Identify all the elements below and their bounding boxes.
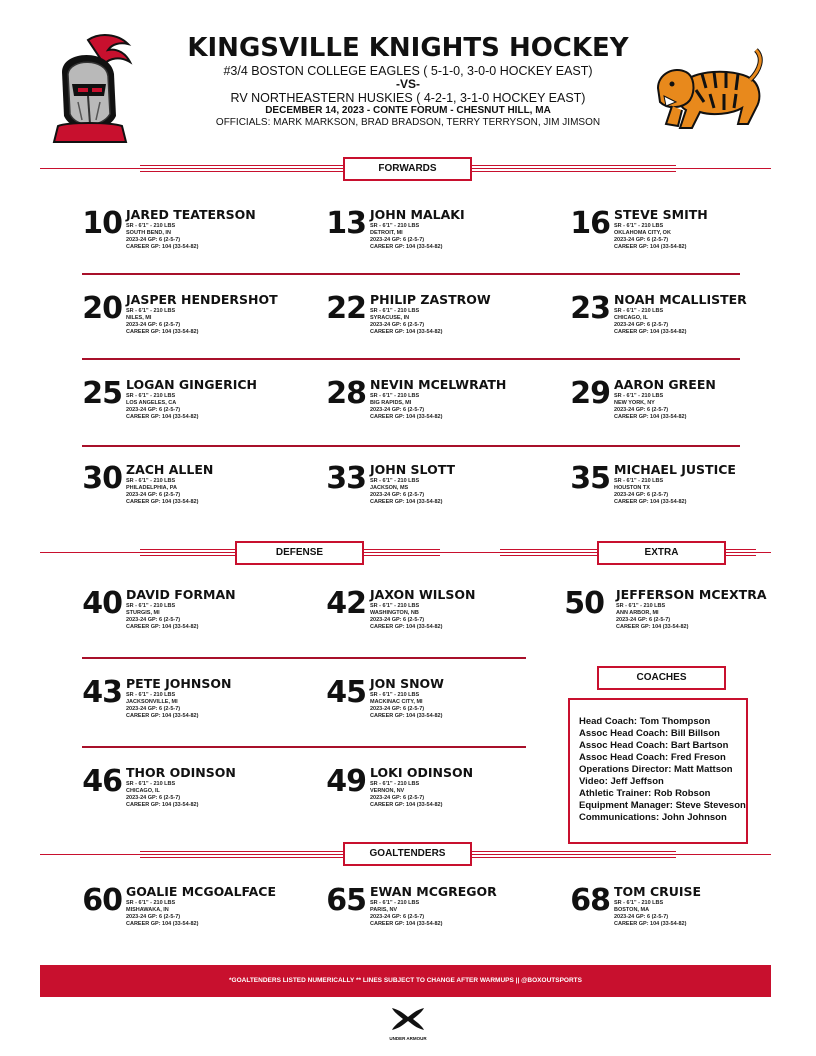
- player-name: GOALIE MCGOALFACE: [126, 884, 277, 899]
- player-info: [126, 900, 198, 928]
- player-info: [126, 781, 198, 809]
- player-hometown: NEW YORK, NY: [614, 400, 655, 406]
- player-name: PETE JOHNSON: [126, 676, 232, 691]
- player-season-stats: 2023-24 GP: 6 (2-5-7): [614, 492, 669, 498]
- footer-note: *GOALTENDERS LISTED NUMERICALLY ** LINES SUBJECT TO CHANGE AFTER WARMUPS || @BOXOUTSPORTS: [40, 965, 771, 997]
- player-number: 40: [82, 586, 122, 621]
- player-card: [78, 765, 278, 827]
- player-hometown: WASHINGTON, NB: [370, 610, 419, 616]
- player-career-stats: CAREER GP: 104 (33-54-82): [614, 414, 687, 420]
- player-size: SR - 6'1" - 210 LBS: [614, 223, 664, 229]
- player-name: JASPER HENDERSHOT: [126, 292, 278, 307]
- player-hometown: MACKINAC CITY, MI: [370, 699, 423, 705]
- player-hometown: LOS ANGELES, CA: [126, 400, 177, 406]
- player-info: [126, 308, 198, 336]
- player-career-stats: CAREER GP: 104 (33-54-82): [370, 244, 443, 250]
- player-size: SR - 6'1" - 210 LBS: [126, 781, 176, 787]
- player-info: [370, 900, 442, 928]
- player-hometown: BOSTON, MA: [614, 907, 650, 913]
- player-name: ZACH ALLEN: [126, 462, 214, 477]
- player-name: STEVE SMITH: [614, 207, 708, 222]
- divider-line: [456, 171, 676, 172]
- player-number: 30: [82, 461, 122, 496]
- player-career-stats: CAREER GP: 104 (33-54-82): [616, 624, 689, 630]
- divider-line: [726, 549, 756, 550]
- player-info: [614, 308, 686, 336]
- player-hometown: JACKSON, MS: [370, 485, 409, 491]
- player-card: [322, 587, 522, 649]
- player-season-stats: 2023-24 GP: 6 (2-5-7): [126, 237, 181, 243]
- date-venue: DECEMBER 14, 2023 - CONTE FORUM - CHESNUT HILL, MA: [265, 105, 551, 116]
- player-card: [322, 292, 522, 354]
- player-career-stats: CAREER GP: 104 (33-54-82): [370, 713, 443, 719]
- player-name: NEVIN MCELWRATH: [370, 377, 507, 392]
- player-info: [126, 478, 198, 506]
- player-name: JOHN SLOTT: [370, 462, 456, 477]
- player-hometown: PHILADELPHIA, PA: [126, 485, 177, 491]
- player-hometown: CHICAGO, IL: [614, 315, 648, 321]
- row-divider: [82, 358, 740, 360]
- player-name: LOGAN GINGERICH: [126, 377, 257, 392]
- player-hometown: VERNON, NV: [370, 788, 405, 794]
- player-size: SR - 6'1" - 210 LBS: [126, 603, 176, 609]
- coach-line: Communications: John Johnson: [579, 812, 727, 823]
- player-card: [566, 292, 766, 354]
- player-card: [566, 462, 766, 524]
- divider-line: [360, 555, 440, 556]
- player-number: 28: [326, 376, 366, 411]
- player-number: 25: [82, 376, 122, 411]
- player-number: 50: [564, 586, 604, 621]
- divider-line: [456, 165, 676, 166]
- officials: OFFICIALS: MARK MARKSON, BRAD BRADSON, TERRY TERRYSON, JIM JIMSON: [215, 117, 601, 128]
- player-hometown: NILES, MI: [126, 315, 152, 321]
- page-title: KINGSVILLE KNIGHTS HOCKEY: [187, 33, 629, 63]
- player-card: [322, 765, 522, 827]
- under-armour-text: UNDER ARMOUR: [389, 1036, 427, 1041]
- player-season-stats: 2023-24 GP: 6 (2-5-7): [126, 617, 181, 623]
- player-season-stats: 2023-24 GP: 6 (2-5-7): [370, 914, 425, 920]
- coach-line: Equipment Manager: Steve Steveson: [579, 800, 746, 811]
- player-info: [370, 781, 442, 809]
- row-divider: [82, 657, 526, 659]
- matchup-line-1: #3/4 BOSTON COLLEGE EAGLES ( 5-1-0, 3-0-0 HOCKEY EAST): [223, 64, 593, 78]
- player-season-stats: 2023-24 GP: 6 (2-5-7): [614, 322, 669, 328]
- player-career-stats: CAREER GP: 104 (33-54-82): [370, 921, 443, 927]
- player-season-stats: 2023-24 GP: 6 (2-5-7): [370, 237, 425, 243]
- player-season-stats: 2023-24 GP: 6 (2-5-7): [370, 795, 425, 801]
- player-season-stats: 2023-24 GP: 6 (2-5-7): [126, 322, 181, 328]
- player-season-stats: 2023-24 GP: 6 (2-5-7): [370, 407, 425, 413]
- player-card: [78, 884, 278, 946]
- player-season-stats: 2023-24 GP: 6 (2-5-7): [370, 322, 425, 328]
- player-size: SR - 6'1" - 210 LBS: [370, 781, 420, 787]
- coach-line: Athletic Trainer: Rob Robson: [579, 788, 711, 799]
- player-size: SR - 6'1" - 210 LBS: [370, 478, 420, 484]
- player-size: SR - 6'1" - 210 LBS: [614, 308, 664, 314]
- player-size: SR - 6'1" - 210 LBS: [370, 223, 420, 229]
- player-name: THOR ODINSON: [126, 765, 236, 780]
- player-number: 16: [570, 206, 610, 241]
- divider-line: [140, 555, 240, 556]
- player-size: SR - 6'1" - 210 LBS: [126, 478, 176, 484]
- player-card: [322, 676, 522, 738]
- player-career-stats: CAREER GP: 104 (33-54-82): [126, 802, 199, 808]
- player-card: [78, 462, 278, 524]
- divider-line: [500, 549, 600, 550]
- player-card: [566, 377, 766, 439]
- player-career-stats: CAREER GP: 104 (33-54-82): [126, 713, 199, 719]
- player-name: AARON GREEN: [614, 377, 716, 392]
- player-season-stats: 2023-24 GP: 6 (2-5-7): [616, 617, 671, 623]
- divider-line: [500, 555, 600, 556]
- coach-line: Assoc Head Coach: Bill Billson: [579, 728, 720, 739]
- player-card: [78, 676, 278, 738]
- player-name: JON SNOW: [370, 676, 444, 691]
- divider-line: [140, 171, 360, 172]
- player-card: [322, 377, 522, 439]
- player-season-stats: 2023-24 GP: 6 (2-5-7): [126, 407, 181, 413]
- player-hometown: DETROIT, MI: [370, 230, 403, 236]
- tiger-logo: [652, 44, 768, 136]
- section-extra: EXTRA: [597, 541, 726, 565]
- divider-line: [456, 851, 676, 852]
- player-number: 49: [326, 764, 366, 799]
- divider-line: [726, 555, 756, 556]
- row-divider: [82, 445, 740, 447]
- player-season-stats: 2023-24 GP: 6 (2-5-7): [370, 492, 425, 498]
- player-name: MICHAEL JUSTICE: [614, 462, 736, 477]
- player-season-stats: 2023-24 GP: 6 (2-5-7): [126, 492, 181, 498]
- player-size: SR - 6'1" - 210 LBS: [614, 393, 664, 399]
- row-divider: [82, 273, 740, 275]
- player-hometown: SOUTH BEND, IN: [126, 230, 171, 236]
- player-number: 43: [82, 675, 122, 710]
- player-hometown: CHICAGO, IL: [126, 788, 160, 794]
- player-card: [560, 587, 770, 649]
- player-career-stats: CAREER GP: 104 (33-54-82): [370, 624, 443, 630]
- player-hometown: ANN ARBOR, MI: [616, 610, 659, 616]
- player-name: JEFFERSON MCEXTRA: [616, 587, 767, 602]
- player-hometown: PARIS, NV: [370, 907, 398, 913]
- player-career-stats: CAREER GP: 104 (33-54-82): [614, 329, 687, 335]
- player-career-stats: CAREER GP: 104 (33-54-82): [126, 624, 199, 630]
- player-info: [370, 603, 442, 631]
- player-number: 29: [570, 376, 610, 411]
- player-hometown: SYRACUSE, IN: [370, 315, 410, 321]
- divider-line: [456, 857, 676, 858]
- player-number: 20: [82, 291, 122, 326]
- under-armour-icon: [388, 1006, 428, 1032]
- player-size: SR - 6'1" - 210 LBS: [126, 692, 176, 698]
- divider-line: [140, 549, 240, 550]
- header: [160, 32, 656, 129]
- player-number: 33: [326, 461, 366, 496]
- player-card: [78, 587, 278, 649]
- player-size: SR - 6'1" - 210 LBS: [370, 603, 420, 609]
- player-career-stats: CAREER GP: 104 (33-54-82): [614, 244, 687, 250]
- player-size: SR - 6'1" - 210 LBS: [126, 223, 176, 229]
- player-info: [370, 692, 442, 720]
- player-size: SR - 6'1" - 210 LBS: [126, 900, 176, 906]
- player-career-stats: CAREER GP: 104 (33-54-82): [126, 499, 199, 505]
- player-number: 23: [570, 291, 610, 326]
- player-name: LOKI ODINSON: [370, 765, 474, 780]
- player-info: [126, 603, 198, 631]
- player-info: [614, 393, 686, 421]
- player-info: [126, 223, 198, 251]
- player-hometown: MISHAWAKA, IN: [126, 907, 169, 913]
- player-career-stats: CAREER GP: 104 (33-54-82): [370, 329, 443, 335]
- player-season-stats: 2023-24 GP: 6 (2-5-7): [370, 617, 425, 623]
- player-info: [370, 223, 442, 251]
- player-career-stats: CAREER GP: 104 (33-54-82): [126, 329, 199, 335]
- player-career-stats: CAREER GP: 104 (33-54-82): [614, 921, 687, 927]
- player-size: SR - 6'1" - 210 LBS: [370, 692, 420, 698]
- player-card: [322, 884, 522, 946]
- player-info: [614, 900, 686, 928]
- player-info: [614, 223, 686, 251]
- player-card: [78, 292, 278, 354]
- player-size: SR - 6'1" - 210 LBS: [370, 393, 420, 399]
- player-size: SR - 6'1" - 210 LBS: [614, 900, 664, 906]
- player-number: 35: [570, 461, 610, 496]
- player-number: 45: [326, 675, 366, 710]
- player-size: SR - 6'1" - 210 LBS: [126, 393, 176, 399]
- divider-line: [360, 549, 440, 550]
- player-name: PHILIP ZASTROW: [370, 292, 491, 307]
- player-hometown: STURGIS, MI: [126, 610, 160, 616]
- player-season-stats: 2023-24 GP: 6 (2-5-7): [370, 706, 425, 712]
- section-forwards: FORWARDS: [343, 157, 472, 181]
- player-career-stats: CAREER GP: 104 (33-54-82): [614, 499, 687, 505]
- player-season-stats: 2023-24 GP: 6 (2-5-7): [614, 914, 669, 920]
- row-divider: [82, 746, 526, 748]
- coaches-box: [568, 698, 748, 844]
- player-info: [370, 308, 442, 336]
- divider-line: [140, 851, 360, 852]
- knight-helmet-logo: [48, 30, 134, 150]
- player-number: 60: [82, 883, 122, 918]
- player-number: 13: [326, 206, 366, 241]
- player-card: [78, 377, 278, 439]
- player-size: SR - 6'1" - 210 LBS: [126, 308, 176, 314]
- player-hometown: HOUSTON TX: [614, 485, 650, 491]
- player-name: DAVID FORMAN: [126, 587, 236, 602]
- player-season-stats: 2023-24 GP: 6 (2-5-7): [614, 237, 669, 243]
- divider-line: [140, 857, 360, 858]
- player-info: [370, 478, 442, 506]
- player-career-stats: CAREER GP: 104 (33-54-82): [126, 414, 199, 420]
- coach-line: Head Coach: Tom Thompson: [579, 716, 711, 727]
- coach-line: Assoc Head Coach: Bart Bartson: [579, 740, 729, 751]
- coach-line: Video: Jeff Jeffson: [579, 776, 664, 787]
- section-defense: DEFENSE: [235, 541, 364, 565]
- player-info: [126, 692, 198, 720]
- player-info: [616, 603, 688, 631]
- player-name: NOAH MCALLISTER: [614, 292, 747, 307]
- player-info: [614, 478, 686, 506]
- divider-line: [140, 165, 360, 166]
- player-card: [566, 884, 766, 946]
- player-info: [370, 393, 442, 421]
- player-name: EWAN MCGREGOR: [370, 884, 497, 899]
- player-size: SR - 6'1" - 210 LBS: [614, 478, 664, 484]
- player-size: SR - 6'1" - 210 LBS: [370, 308, 420, 314]
- player-number: 65: [326, 883, 366, 918]
- player-season-stats: 2023-24 GP: 6 (2-5-7): [126, 914, 181, 920]
- matchup-line-2: RV NORTHEASTERN HUSKIES ( 4-2-1, 3-1-0 HOCKEY EAST): [230, 91, 586, 105]
- player-hometown: JACKSONVILLE, MI: [126, 699, 178, 705]
- player-card: [566, 207, 766, 269]
- player-card: [322, 207, 522, 269]
- player-career-stats: CAREER GP: 104 (33-54-82): [370, 802, 443, 808]
- versus: -VS-: [396, 77, 420, 91]
- coach-line: Assoc Head Coach: Fred Freson: [579, 752, 726, 763]
- player-name: JARED TEATERSON: [126, 207, 256, 222]
- player-season-stats: 2023-24 GP: 6 (2-5-7): [126, 706, 181, 712]
- under-armour-logo: [384, 1006, 432, 1044]
- player-number: 10: [82, 206, 122, 241]
- coach-line: Operations Director: Matt Mattson: [579, 764, 733, 775]
- player-name: JOHN MALAKI: [370, 207, 465, 222]
- player-number: 22: [326, 291, 366, 326]
- player-career-stats: CAREER GP: 104 (33-54-82): [126, 921, 199, 927]
- player-card: [322, 462, 522, 524]
- player-career-stats: CAREER GP: 104 (33-54-82): [126, 244, 199, 250]
- player-number: 42: [326, 586, 366, 621]
- player-hometown: BIG RAPIDS, MI: [370, 400, 412, 406]
- player-hometown: OKLAHOMA CITY, OK: [614, 230, 671, 236]
- player-name: JAXON WILSON: [370, 587, 476, 602]
- player-name: TOM CRUISE: [614, 884, 702, 899]
- player-number: 46: [82, 764, 122, 799]
- section-coaches: COACHES: [597, 666, 726, 690]
- player-season-stats: 2023-24 GP: 6 (2-5-7): [126, 795, 181, 801]
- player-career-stats: CAREER GP: 104 (33-54-82): [370, 499, 443, 505]
- player-size: SR - 6'1" - 210 LBS: [370, 900, 420, 906]
- player-info: [126, 393, 198, 421]
- player-number: 68: [570, 883, 610, 918]
- section-goaltenders: GOALTENDERS: [343, 842, 472, 866]
- player-season-stats: 2023-24 GP: 6 (2-5-7): [614, 407, 669, 413]
- player-career-stats: CAREER GP: 104 (33-54-82): [370, 414, 443, 420]
- player-card: [78, 207, 278, 269]
- player-size: SR - 6'1" - 210 LBS: [616, 603, 666, 609]
